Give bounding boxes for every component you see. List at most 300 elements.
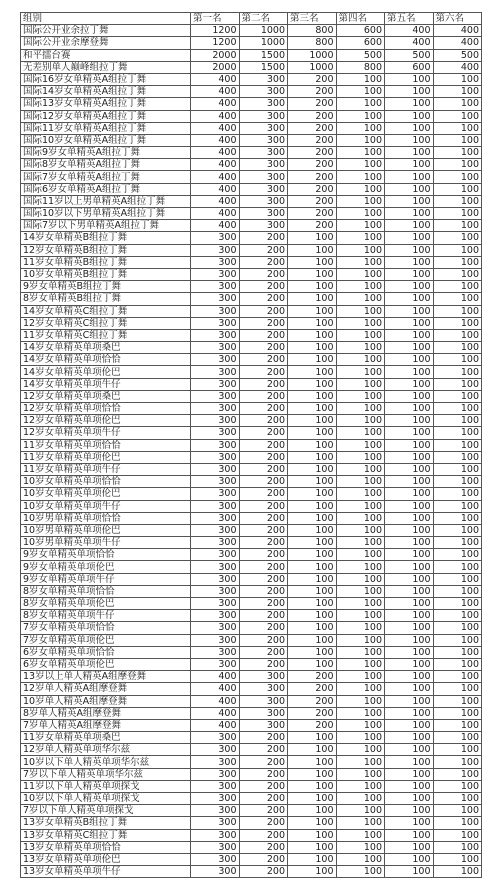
points-cell-rank-3: 100 — [288, 817, 337, 829]
points-cell-rank-6: 100 — [433, 159, 482, 171]
points-cell-rank-1: 300 — [191, 415, 240, 427]
points-cell-rank-4: 100 — [336, 573, 385, 585]
points-cell-rank-1: 300 — [191, 305, 240, 317]
points-cell-rank-3: 200 — [288, 707, 337, 719]
group-name-cell: 11岁女单精英单项桑巴 — [21, 732, 191, 744]
points-cell-rank-2: 300 — [239, 183, 288, 195]
table-row — [21, 866, 482, 878]
points-cell-rank-1: 300 — [191, 573, 240, 585]
points-cell-rank-2: 200 — [239, 646, 288, 658]
table-row — [21, 147, 482, 159]
points-cell-rank-4: 100 — [336, 549, 385, 561]
group-name-cell: 国际13岁女单精英A组拉丁舞 — [21, 98, 191, 110]
group-name-cell: 11岁女单精英单项牛仔 — [21, 463, 191, 475]
points-cell-rank-5: 100 — [385, 793, 434, 805]
points-cell-rank-1: 300 — [191, 488, 240, 500]
group-name-cell: 11岁女单精英B组拉丁舞 — [21, 256, 191, 268]
points-cell-rank-5: 100 — [385, 342, 434, 354]
table-row — [21, 537, 482, 549]
points-cell-rank-5: 100 — [385, 841, 434, 853]
points-cell-rank-1: 1200 — [191, 25, 240, 37]
points-cell-rank-4: 100 — [336, 488, 385, 500]
points-cell-rank-6: 100 — [433, 98, 482, 110]
points-cell-rank-2: 200 — [239, 610, 288, 622]
points-cell-rank-6: 100 — [433, 73, 482, 85]
group-name-cell: 11岁女单精英单项伦巴 — [21, 451, 191, 463]
points-cell-rank-4: 100 — [336, 793, 385, 805]
group-name-cell: 9岁女单精英单项伦巴 — [21, 561, 191, 573]
table-row — [21, 573, 482, 585]
group-name-cell: 13岁女单精英C组拉丁舞 — [21, 829, 191, 841]
points-cell-rank-2: 200 — [239, 573, 288, 585]
points-cell-rank-5: 100 — [385, 415, 434, 427]
points-cell-rank-3: 1000 — [288, 61, 337, 73]
points-cell-rank-4: 100 — [336, 476, 385, 488]
points-cell-rank-5: 100 — [385, 476, 434, 488]
points-cell-rank-3: 200 — [288, 171, 337, 183]
points-cell-rank-1: 300 — [191, 403, 240, 415]
points-cell-rank-6: 100 — [433, 829, 482, 841]
points-cell-rank-3: 100 — [288, 829, 337, 841]
points-cell-rank-2: 200 — [239, 793, 288, 805]
points-cell-rank-3: 100 — [288, 354, 337, 366]
points-cell-rank-6: 100 — [433, 403, 482, 415]
points-cell-rank-4: 100 — [336, 561, 385, 573]
points-cell-rank-1: 400 — [191, 719, 240, 731]
table-row — [21, 817, 482, 829]
points-cell-rank-4: 600 — [336, 37, 385, 49]
table-row — [21, 451, 482, 463]
table-row — [21, 476, 482, 488]
points-cell-rank-4: 100 — [336, 329, 385, 341]
table-row — [21, 658, 482, 670]
points-cell-rank-5: 100 — [385, 707, 434, 719]
points-cell-rank-5: 100 — [385, 719, 434, 731]
points-cell-rank-5: 100 — [385, 317, 434, 329]
points-cell-rank-3: 200 — [288, 159, 337, 171]
points-cell-rank-4: 100 — [336, 134, 385, 146]
points-cell-rank-2: 300 — [239, 134, 288, 146]
points-cell-rank-2: 300 — [239, 159, 288, 171]
points-cell-rank-6: 100 — [433, 171, 482, 183]
group-name-cell: 11岁女单精英C组拉丁舞 — [21, 329, 191, 341]
group-name-cell: 国际10岁女单精英A组拉丁舞 — [21, 134, 191, 146]
points-cell-rank-2: 200 — [239, 744, 288, 756]
points-cell-rank-1: 300 — [191, 634, 240, 646]
points-cell-rank-6: 100 — [433, 573, 482, 585]
table-row — [21, 366, 482, 378]
points-cell-rank-5: 100 — [385, 98, 434, 110]
points-cell-rank-3: 100 — [288, 573, 337, 585]
points-cell-rank-2: 200 — [239, 403, 288, 415]
group-name-cell: 10岁女单精英单项牛仔 — [21, 500, 191, 512]
points-table — [20, 12, 482, 878]
points-cell-rank-5: 100 — [385, 427, 434, 439]
points-cell-rank-1: 1200 — [191, 37, 240, 49]
points-cell-rank-2: 300 — [239, 86, 288, 98]
group-name-cell: 无差别单人巅峰组拉丁舞 — [21, 61, 191, 73]
points-cell-rank-3: 100 — [288, 805, 337, 817]
points-cell-rank-3: 100 — [288, 390, 337, 402]
points-cell-rank-4: 100 — [336, 634, 385, 646]
points-cell-rank-6: 100 — [433, 305, 482, 317]
points-cell-rank-1: 300 — [191, 841, 240, 853]
points-cell-rank-5: 100 — [385, 853, 434, 865]
points-cell-rank-2: 200 — [239, 756, 288, 768]
points-cell-rank-6: 100 — [433, 866, 482, 878]
points-cell-rank-5: 100 — [385, 281, 434, 293]
points-cell-rank-1: 300 — [191, 463, 240, 475]
points-cell-rank-4: 100 — [336, 841, 385, 853]
points-cell-rank-2: 200 — [239, 354, 288, 366]
points-cell-rank-3: 100 — [288, 866, 337, 878]
points-cell-rank-6: 100 — [433, 671, 482, 683]
points-cell-rank-3: 100 — [288, 403, 337, 415]
points-cell-rank-4: 100 — [336, 463, 385, 475]
points-cell-rank-2: 300 — [239, 73, 288, 85]
points-cell-rank-5: 100 — [385, 390, 434, 402]
points-cell-rank-1: 400 — [191, 147, 240, 159]
points-cell-rank-6: 100 — [433, 585, 482, 597]
points-cell-rank-2: 200 — [239, 378, 288, 390]
points-cell-rank-2: 300 — [239, 671, 288, 683]
points-cell-rank-3: 200 — [288, 134, 337, 146]
points-cell-rank-6: 100 — [433, 342, 482, 354]
points-cell-rank-1: 300 — [191, 537, 240, 549]
points-cell-rank-6: 100 — [433, 390, 482, 402]
group-name-cell: 7岁以下单人精英单项华尔兹 — [21, 768, 191, 780]
points-cell-rank-3: 100 — [288, 549, 337, 561]
table-row — [21, 646, 482, 658]
group-name-cell: 12岁女单精英C组拉丁舞 — [21, 317, 191, 329]
points-cell-rank-6: 100 — [433, 476, 482, 488]
group-name-cell: 13岁女单精英B组拉丁舞 — [21, 817, 191, 829]
points-cell-rank-5: 100 — [385, 463, 434, 475]
points-cell-rank-6: 100 — [433, 317, 482, 329]
points-cell-rank-6: 100 — [433, 780, 482, 792]
points-cell-rank-5: 400 — [385, 25, 434, 37]
points-cell-rank-3: 100 — [288, 268, 337, 280]
points-cell-rank-5: 100 — [385, 366, 434, 378]
points-cell-rank-1: 400 — [191, 195, 240, 207]
points-cell-rank-3: 100 — [288, 512, 337, 524]
group-name-cell: 14岁女单精英单项伦巴 — [21, 366, 191, 378]
points-cell-rank-3: 100 — [288, 451, 337, 463]
points-cell-rank-2: 200 — [239, 244, 288, 256]
points-cell-rank-1: 300 — [191, 281, 240, 293]
header-row — [21, 13, 482, 25]
points-cell-rank-5: 100 — [385, 744, 434, 756]
points-cell-rank-3: 100 — [288, 524, 337, 536]
points-cell-rank-6: 100 — [433, 451, 482, 463]
points-cell-rank-2: 200 — [239, 549, 288, 561]
group-name-cell: 8岁单人精英A组摩登舞 — [21, 707, 191, 719]
points-cell-rank-3: 100 — [288, 780, 337, 792]
points-cell-rank-5: 100 — [385, 293, 434, 305]
points-cell-rank-2: 1000 — [239, 37, 288, 49]
group-name-cell: 10岁女单精英单项伦巴 — [21, 488, 191, 500]
points-cell-rank-6: 100 — [433, 841, 482, 853]
group-name-cell: 国际7岁以下男单精英A组拉丁舞 — [21, 220, 191, 232]
points-cell-rank-1: 300 — [191, 451, 240, 463]
group-name-cell: 7岁以下单人精英单项探戈 — [21, 805, 191, 817]
points-cell-rank-4: 100 — [336, 853, 385, 865]
group-name-cell: 10岁女单精英B组拉丁舞 — [21, 268, 191, 280]
group-name-cell: 国际10岁以下男单精英A组拉丁舞 — [21, 208, 191, 220]
points-cell-rank-2: 200 — [239, 537, 288, 549]
points-cell-rank-4: 100 — [336, 293, 385, 305]
points-cell-rank-6: 100 — [433, 329, 482, 341]
table-row — [21, 183, 482, 195]
points-cell-rank-6: 100 — [433, 147, 482, 159]
points-cell-rank-4: 100 — [336, 719, 385, 731]
points-cell-rank-2: 300 — [239, 695, 288, 707]
points-cell-rank-5: 100 — [385, 634, 434, 646]
points-cell-rank-4: 500 — [336, 49, 385, 61]
points-cell-rank-2: 300 — [239, 195, 288, 207]
table-row — [21, 707, 482, 719]
points-cell-rank-2: 200 — [239, 634, 288, 646]
points-cell-rank-1: 300 — [191, 293, 240, 305]
points-cell-rank-3: 100 — [288, 317, 337, 329]
points-cell-rank-5: 100 — [385, 756, 434, 768]
group-name-cell: 13岁女单精英单项恰恰 — [21, 841, 191, 853]
points-cell-rank-2: 200 — [239, 342, 288, 354]
points-cell-rank-1: 300 — [191, 476, 240, 488]
points-cell-rank-4: 100 — [336, 780, 385, 792]
points-cell-rank-5: 400 — [385, 37, 434, 49]
table-row — [21, 317, 482, 329]
points-cell-rank-2: 300 — [239, 208, 288, 220]
points-cell-rank-4: 100 — [336, 805, 385, 817]
points-cell-rank-2: 200 — [239, 658, 288, 670]
points-cell-rank-1: 300 — [191, 732, 240, 744]
group-name-cell: 8岁女单精英单项伦巴 — [21, 598, 191, 610]
points-cell-rank-5: 100 — [385, 208, 434, 220]
points-cell-rank-3: 100 — [288, 256, 337, 268]
points-cell-rank-1: 300 — [191, 646, 240, 658]
points-cell-rank-5: 100 — [385, 646, 434, 658]
points-cell-rank-3: 100 — [288, 439, 337, 451]
group-name-cell: 10岁以下单人精英单项探戈 — [21, 793, 191, 805]
group-name-cell: 12岁女单精英单项恰恰 — [21, 403, 191, 415]
points-cell-rank-1: 400 — [191, 671, 240, 683]
points-cell-rank-1: 400 — [191, 183, 240, 195]
points-cell-rank-3: 100 — [288, 537, 337, 549]
points-cell-rank-3: 200 — [288, 122, 337, 134]
group-name-cell: 14岁女单精英单项恰恰 — [21, 354, 191, 366]
points-cell-rank-1: 300 — [191, 366, 240, 378]
points-cell-rank-1: 300 — [191, 354, 240, 366]
points-cell-rank-3: 100 — [288, 622, 337, 634]
points-cell-rank-3: 100 — [288, 732, 337, 744]
points-cell-rank-5: 100 — [385, 610, 434, 622]
points-cell-rank-4: 100 — [336, 610, 385, 622]
points-cell-rank-1: 300 — [191, 610, 240, 622]
points-cell-rank-4: 600 — [336, 25, 385, 37]
points-cell-rank-4: 100 — [336, 232, 385, 244]
table-row — [21, 256, 482, 268]
points-cell-rank-2: 200 — [239, 488, 288, 500]
points-cell-rank-4: 100 — [336, 403, 385, 415]
group-name-cell: 国际16岁女单精英A组拉丁舞 — [21, 73, 191, 85]
table-row — [21, 719, 482, 731]
table-row — [21, 342, 482, 354]
points-cell-rank-4: 100 — [336, 281, 385, 293]
points-cell-rank-4: 100 — [336, 500, 385, 512]
points-cell-rank-2: 200 — [239, 841, 288, 853]
points-cell-rank-2: 200 — [239, 232, 288, 244]
table-row — [21, 37, 482, 49]
table-row — [21, 512, 482, 524]
points-cell-rank-5: 100 — [385, 195, 434, 207]
points-cell-rank-1: 300 — [191, 268, 240, 280]
points-cell-rank-5: 100 — [385, 573, 434, 585]
points-cell-rank-2: 200 — [239, 317, 288, 329]
points-cell-rank-5: 100 — [385, 549, 434, 561]
group-name-cell: 国际8岁女单精英A组拉丁舞 — [21, 159, 191, 171]
points-cell-rank-4: 100 — [336, 658, 385, 670]
points-cell-rank-1: 400 — [191, 86, 240, 98]
points-cell-rank-6: 100 — [433, 354, 482, 366]
points-cell-rank-1: 400 — [191, 220, 240, 232]
points-cell-rank-2: 200 — [239, 415, 288, 427]
points-cell-rank-5: 100 — [385, 585, 434, 597]
points-cell-rank-6: 100 — [433, 134, 482, 146]
points-cell-rank-2: 200 — [239, 780, 288, 792]
points-cell-rank-4: 100 — [336, 524, 385, 536]
points-cell-rank-6: 100 — [433, 232, 482, 244]
points-cell-rank-5: 100 — [385, 378, 434, 390]
points-cell-rank-5: 100 — [385, 305, 434, 317]
points-cell-rank-4: 100 — [336, 342, 385, 354]
group-name-cell: 国际14岁女单精英A组拉丁舞 — [21, 86, 191, 98]
points-cell-rank-4: 100 — [336, 866, 385, 878]
points-cell-rank-2: 300 — [239, 719, 288, 731]
points-cell-rank-6: 100 — [433, 683, 482, 695]
points-cell-rank-6: 100 — [433, 244, 482, 256]
group-name-cell: 14岁女单精英B组拉丁舞 — [21, 232, 191, 244]
table-row — [21, 853, 482, 865]
points-cell-rank-3: 100 — [288, 841, 337, 853]
points-cell-rank-6: 100 — [433, 86, 482, 98]
table-row — [21, 598, 482, 610]
points-cell-rank-4: 100 — [336, 585, 385, 597]
points-cell-rank-6: 100 — [433, 427, 482, 439]
points-cell-rank-1: 300 — [191, 805, 240, 817]
table-row — [21, 671, 482, 683]
points-cell-rank-3: 200 — [288, 110, 337, 122]
points-cell-rank-6: 100 — [433, 537, 482, 549]
points-cell-rank-1: 300 — [191, 829, 240, 841]
points-cell-rank-4: 100 — [336, 256, 385, 268]
points-cell-rank-5: 100 — [385, 73, 434, 85]
points-cell-rank-5: 100 — [385, 768, 434, 780]
points-cell-rank-4: 100 — [336, 817, 385, 829]
points-cell-rank-5: 100 — [385, 829, 434, 841]
table-row — [21, 305, 482, 317]
group-name-cell: 12岁女单精英单项牛仔 — [21, 427, 191, 439]
points-cell-rank-6: 100 — [433, 524, 482, 536]
points-cell-rank-5: 100 — [385, 805, 434, 817]
points-cell-rank-2: 300 — [239, 147, 288, 159]
table-row — [21, 622, 482, 634]
points-cell-rank-6: 100 — [433, 500, 482, 512]
points-cell-rank-1: 300 — [191, 232, 240, 244]
points-cell-rank-1: 300 — [191, 585, 240, 597]
table-row — [21, 585, 482, 597]
points-cell-rank-2: 300 — [239, 98, 288, 110]
points-cell-rank-5: 100 — [385, 500, 434, 512]
points-cell-rank-6: 100 — [433, 695, 482, 707]
points-cell-rank-1: 300 — [191, 817, 240, 829]
points-cell-rank-2: 200 — [239, 732, 288, 744]
table-row — [21, 427, 482, 439]
group-name-cell: 7岁单人精英A组摩登舞 — [21, 719, 191, 731]
points-cell-rank-6: 100 — [433, 732, 482, 744]
table-row — [21, 61, 482, 73]
table-row — [21, 780, 482, 792]
group-name-cell: 7岁女单精英单项恰恰 — [21, 622, 191, 634]
table-row — [21, 220, 482, 232]
points-cell-rank-3: 100 — [288, 232, 337, 244]
table-row — [21, 49, 482, 61]
group-name-cell: 12岁单人精英A组摩登舞 — [21, 683, 191, 695]
table-row — [21, 841, 482, 853]
points-cell-rank-4: 100 — [336, 378, 385, 390]
points-cell-rank-5: 600 — [385, 61, 434, 73]
points-cell-rank-2: 200 — [239, 853, 288, 865]
points-cell-rank-6: 100 — [433, 268, 482, 280]
points-cell-rank-4: 100 — [336, 732, 385, 744]
points-cell-rank-1: 300 — [191, 317, 240, 329]
points-cell-rank-1: 2000 — [191, 49, 240, 61]
points-cell-rank-4: 100 — [336, 768, 385, 780]
points-cell-rank-5: 100 — [385, 122, 434, 134]
points-cell-rank-6: 100 — [433, 549, 482, 561]
points-cell-rank-1: 300 — [191, 598, 240, 610]
points-cell-rank-3: 200 — [288, 683, 337, 695]
points-cell-rank-5: 100 — [385, 561, 434, 573]
group-name-cell: 13岁以上单人精英A组摩登舞 — [21, 671, 191, 683]
points-cell-rank-6: 100 — [433, 805, 482, 817]
points-cell-rank-2: 200 — [239, 585, 288, 597]
points-cell-rank-5: 100 — [385, 268, 434, 280]
table-row — [21, 732, 482, 744]
table-row — [21, 549, 482, 561]
points-cell-rank-3: 200 — [288, 98, 337, 110]
group-name-cell: 8岁女单精英B组拉丁舞 — [21, 293, 191, 305]
points-cell-rank-5: 100 — [385, 134, 434, 146]
points-cell-rank-6: 100 — [433, 415, 482, 427]
points-cell-rank-6: 100 — [433, 707, 482, 719]
points-cell-rank-1: 300 — [191, 561, 240, 573]
table-row — [21, 195, 482, 207]
points-cell-rank-2: 200 — [239, 817, 288, 829]
points-cell-rank-3: 200 — [288, 147, 337, 159]
points-cell-rank-5: 100 — [385, 598, 434, 610]
points-cell-rank-2: 200 — [239, 805, 288, 817]
points-cell-rank-3: 100 — [288, 500, 337, 512]
table-row — [21, 439, 482, 451]
points-cell-rank-6: 100 — [433, 853, 482, 865]
points-cell-rank-5: 100 — [385, 451, 434, 463]
points-cell-rank-4: 100 — [336, 439, 385, 451]
points-cell-rank-5: 100 — [385, 622, 434, 634]
points-cell-rank-3: 100 — [288, 853, 337, 865]
group-name-cell: 12岁单人精英单项华尔兹 — [21, 744, 191, 756]
points-cell-rank-6: 100 — [433, 817, 482, 829]
